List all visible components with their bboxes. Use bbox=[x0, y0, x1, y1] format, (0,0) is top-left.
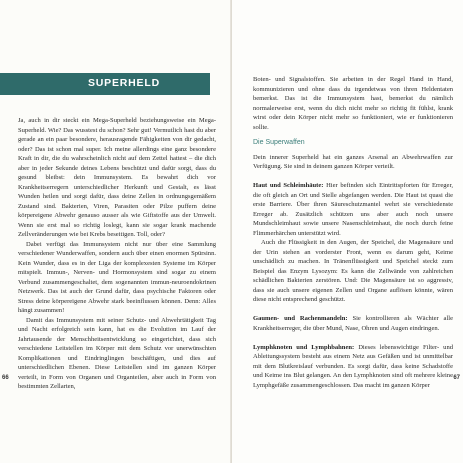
right-intro-paragraph: Boten- und Signalstoffen. Sie arbeiten in der Regel Hand in Hand, kommunizieren und ohne dass du irgendetwas von ihren Heldentaten bemerkst. Das ist die Immunsystem hast, bemerkst du nämlich normalerweise erst, wenn du dich nicht mehr so richtig fit fühlst, krank wirst oder dein Körper nicht mehr so funktioniert, wie er funktionieren sollte. bbox=[253, 76, 453, 131]
chapter-banner bbox=[0, 73, 210, 95]
tonsils-term: Gaumen- und Rachenmandeln: bbox=[253, 315, 348, 322]
section-subheading: Die Superwaffen bbox=[253, 139, 305, 146]
chapter-title: SUPERHELD bbox=[88, 77, 160, 89]
skin-text: Hier befinden sich Eintrittspforten für Erreger, die oft gleich an Ort und Stelle abgefangen werden. Die Haut ist quasi die erste Barriere. Über ihren Säureschutzmantel wehrt sie verschiedenste Erreger ab. Zusätzlich schützen uns aber auch noch unsere Mundschleimhaut sowie unsere Nasenschleimhaut, die noch durch feine Flimmerhärchen unterstützt wird. bbox=[253, 182, 453, 237]
right-text-column bbox=[253, 75, 453, 390]
superwaffen-intro: Dein innerer Superheld hat ein ganzes Arsenal an Abwehrwaffen zur Verfügung. Sie sind in deinem ganzen Körper verteilt. bbox=[253, 153, 453, 170]
right-page bbox=[232, 0, 463, 463]
lymph-term: Lymphknoten und Lymphbahnen: bbox=[253, 343, 355, 351]
left-page bbox=[0, 0, 231, 463]
spacer bbox=[253, 305, 453, 315]
tonsils-text: Sie kontrollieren als Wächter alle Krankheitserreger, die über Mund, Nase, Ohren und Augen eindringen. bbox=[253, 315, 453, 332]
lymph-section bbox=[253, 343, 453, 391]
left-paragraph-1: Ja, auch in dir steckt ein Mega-Superheld beziehungsweise ein Mega-Superheld. Wie? Das wusstest du schon? Sehr gut! Vermutlich hast du aber gerade an ein paar besondere, herausragende Fähigkeiten von dir gedacht, oder? Das ist schon mal super. Ich meine allerdings eine ganz besondere Kraft in dir, die du wahrscheinlich nicht auf dem Zettel hattest – die dich aber in jeder Sekunde deines Lebens beschützt und dafür sorgt, dass du gesund bleibst: dein Immunsystem. Es bewahrt dich vor Krankheitserregern unterschiedlicher Herkunft und Gestalt, es lässt Wunden heilen und sorgt dafür, dass deine Zellen in ordnungsgemäßem Zustand sind. Bakterien, Viren, Parasiten oder Pilze puffern deine körpereigene Abwehr genauso ausser als wie Giftstoffe aus der Umwelt. Wenn sie erst mal so richtig loslegt, kann sie sogar krank machende Zellveränderungen wie bei Krebs beseitigen. Toll, oder? bbox=[18, 117, 216, 238]
page-number-left: 66 bbox=[2, 375, 9, 381]
skin-section bbox=[253, 181, 453, 238]
skin-term: Haut und Schleimhäute: bbox=[253, 182, 324, 189]
page-number-right: 67 bbox=[453, 375, 460, 381]
lymph-text: Dieses lebenswichtige Filter- und Ableitungssystem besteht aus einem Netz aus Gefäßen und ist unmittelbar mit dem Blutkreislauf verbunden. Es sorgt dafür, dass keine Schadstoffe und Keime ins Blut gelangen. An den Lymphknoten sind oft mehrere kleine Lymphgefäße zusammengeschlossen. Das macht im ganzen Körper bbox=[253, 343, 454, 389]
spacer bbox=[253, 172, 453, 182]
spacer bbox=[253, 333, 453, 343]
left-paragraph-2: Dabei verfügt das Immunsystem nicht nur über eine Sammlung verschiedener Wunderwaffen, sondern auch über einen enormen Spürsinn. Kein Wunder, dass es in der Liga der komplexesten Systeme im Körper mitspielt. Immun-, Nerven- und Hormonsystem sind sogar zu einem Verbund zusammengeschaltet, dem sogenannten immun-neuroendokrinen Netzwerk. Das ist auch der Grund dafür, dass psychische Faktoren oder Stress deine körpereigene Abwehr stark beeinflussen können. Denn: Alles hängt zusammen! bbox=[18, 240, 216, 314]
fluids-paragraph: Auch die Flüssigkeit in den Augen, der Speichel, die Magensäure und der Urin stehen an vorderster Front, wenn es darum geht, Keime unschädlich zu machen. In Tränenflüssigkeit und Speichel steckt zum Beispiel das Enzym Lysozym: Es kann die Zellwände von zahlreichen schädlichen Bakterien zerstören. Und: Die Magensäure ist so aggressiv, dass sie auch unsere eigenen Zellen und Organe auflösen könnte, wären diese nicht entsprechend geschützt. bbox=[253, 239, 453, 303]
left-paragraph-3: Damit das Immunsystem mit seiner Schutz- und Abwehrtätigkeit Tag und Nacht erfolgreich sein kann, hat es die Evolution im Lauf der Jahrtausende der Menschheitsentwicklung so eingerichtet, dass sich verschiedene Leitstellen im Körper mit dem Schutz vor unerwünschten Komplikationen und Eindringlingen beschäftigen, und dies auf unterschiedlichen Ebenen. Diese Leitstellen sind im ganzen Körper verteilt, in Form von Organen und Organteilen, aber auch in Form von bestimmten Zellarten, bbox=[18, 316, 216, 390]
left-text-column bbox=[18, 116, 216, 392]
tonsils-section bbox=[253, 314, 453, 333]
